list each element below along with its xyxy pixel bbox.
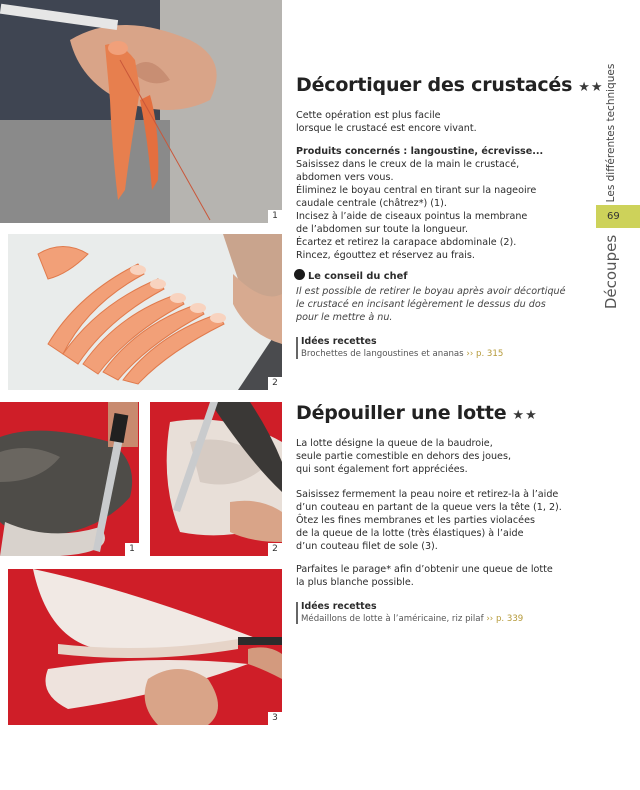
photo-lotte-step3 — [8, 569, 282, 725]
photo-number: 1 — [125, 543, 139, 556]
text-line: Incisez à l’aide de ciseaux pointus la membrane — [296, 211, 528, 222]
photo-langoustines-board — [8, 234, 282, 390]
text-line: Il est possible de retirer le boyau après avoir décortiqué — [296, 286, 566, 297]
text-line: Cette opération est plus facile — [296, 110, 441, 121]
text-line: Éliminez le boyau central en tirant sur la nageoire — [296, 185, 537, 196]
products-line: Produits concernés : langoustine, écrevisse... — [296, 146, 544, 157]
chef-tip-title: Le conseil du chef — [308, 271, 408, 282]
chapter-big-text: Découpes — [602, 234, 620, 310]
chef-bullet-icon — [294, 269, 305, 280]
chapter-small-text: Les différentes techniques — [605, 63, 617, 203]
text-line: Saisissez fermement la peau noire et retirez-la à l’aide — [296, 489, 559, 500]
text-line: qui sont également fort appréciées. — [296, 464, 468, 475]
difficulty-stars: ★★ — [578, 80, 604, 95]
text-line: d’un couteau filet de sole (3). — [296, 541, 438, 552]
difficulty-stars: ★★ — [512, 408, 538, 423]
photo-number: 2 — [268, 377, 282, 390]
recipe-ideas-title: Idées recettes — [301, 336, 377, 347]
text-line: la plus blanche possible. — [296, 577, 414, 588]
recipe-link[interactable]: Brochettes de langoustines et ananas — [301, 349, 464, 359]
chapter-label-big — [598, 234, 624, 310]
recipe-ideas-bar — [296, 602, 298, 624]
section-title-lotte — [296, 402, 538, 424]
page-number-tab: 69 — [596, 205, 640, 228]
text-line: pour le mettre à nu. — [296, 312, 393, 323]
text-line: Écartez et retirez la carapace abdominale (2). — [296, 237, 517, 248]
section-title-text: Dépouiller une lotte — [296, 402, 507, 424]
recipe-link[interactable]: Médaillons de lotte à l’américaine, riz pilaf — [301, 614, 484, 624]
recipe-ideas-line — [296, 349, 503, 359]
photo-lotte-step1 — [0, 402, 139, 556]
text-line: lorsque le crustacé est encore vivant. — [296, 123, 477, 134]
steps-lotte — [296, 488, 562, 553]
text-line: de l’abdomen sur toute la longueur. — [296, 224, 469, 235]
text-line: Saisissez dans le creux de la main le crustacé, — [296, 159, 520, 170]
photo-lotte-step2 — [150, 402, 282, 556]
recipe-ideas-title: Idées recettes — [301, 601, 377, 612]
intro-lotte — [296, 437, 541, 476]
text-line: seule partie comestible en dehors des joues, — [296, 451, 511, 462]
section-title-text: Décortiquer des crustacés — [296, 74, 573, 96]
text-line: de la queue de la lotte (très élastiques) à l’aide — [296, 528, 524, 539]
steps2-lotte — [296, 563, 553, 589]
text-line: Ôtez les fines membranes et les parties violacées — [296, 515, 535, 526]
text-line: le crustacé en incisant légèrement le dessus du dos — [296, 299, 546, 310]
text-line: caudale centrale (châtrez*) (1). — [296, 198, 447, 209]
photo-number: 1 — [268, 210, 282, 223]
photo-number: 2 — [268, 543, 282, 556]
text-line: Parfaites le parage* afin d’obtenir une queue de lotte — [296, 564, 553, 575]
photo-number: 3 — [268, 712, 282, 725]
recipe-ideas-lotte — [296, 601, 523, 624]
recipe-ideas-crustaces — [296, 336, 503, 359]
chef-tip-text — [296, 285, 566, 324]
chef-tip-heading — [294, 269, 408, 282]
page-reference[interactable]: ›› p. 315 — [466, 349, 504, 359]
text-line: d’un couteau en partant de la queue vers la tête (1, 2). — [296, 502, 562, 513]
section-title-crustaces — [296, 74, 604, 96]
recipe-ideas-line — [296, 614, 523, 624]
text-line: La lotte désigne la queue de la baudroie, — [296, 438, 493, 449]
text-line: Rincez, égouttez et réservez au frais. — [296, 250, 475, 261]
text-line: abdomen vers vous. — [296, 172, 394, 183]
page-reference[interactable]: ›› p. 339 — [486, 614, 524, 624]
intro-crustaces — [296, 109, 541, 135]
recipe-ideas-bar — [296, 337, 298, 359]
photo-langoustine-hand — [0, 0, 282, 223]
chapter-label-small — [601, 63, 621, 203]
steps-crustaces — [296, 145, 544, 262]
